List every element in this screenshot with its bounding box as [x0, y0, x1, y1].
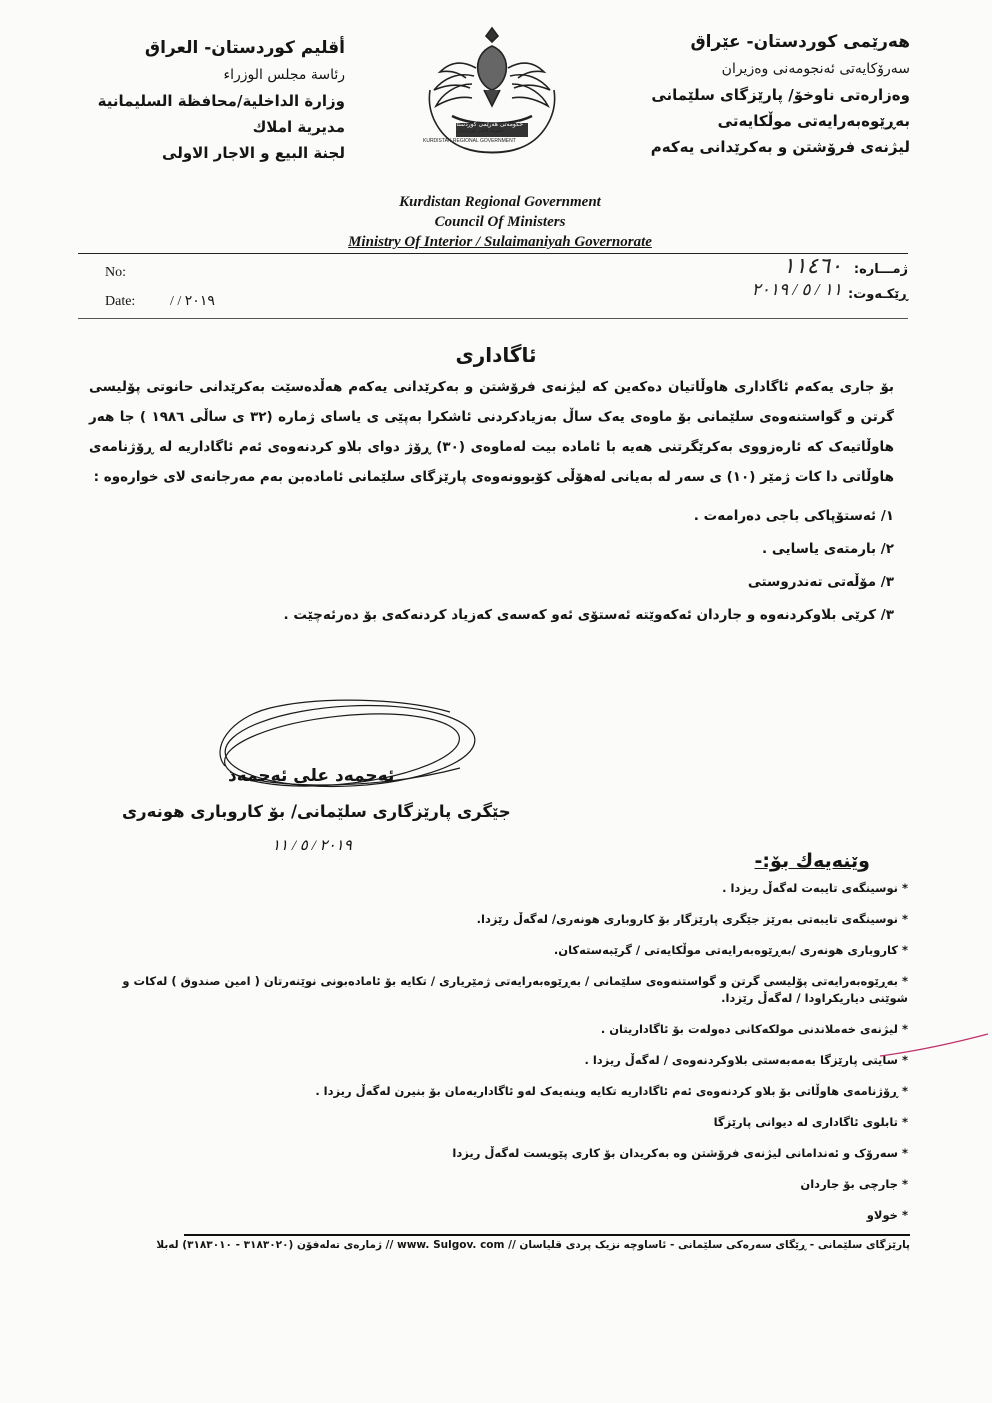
copy-recipient: * بەڕێوەبەرایەتی پۆلیسی گرتن و گواستنەوەی سلێمانی / بەڕێوەبەرایەتی ژمێریاری / تکایە بۆ ئامادەبونی نوێنەرتان ( امین صندوق ) لەکات و شوێنی دیاریکراودا / لەگەڵ رێزدا.: [122, 974, 908, 1005]
kurdish-header-line: وەزارەتی ناوخۆ/ پارێزگای سلێمانی: [651, 86, 910, 104]
footer-address: پارێزگای سلێمانی - ڕێگای سەرەکی سلێمانی - ئاساوچە نزیک پردی قلیاسان // www. Sulgov. com // ژمارەی تەلەفۆن (٣١٨٣٠٢٠ - ٣١٨٣٠١٠) لەبلا: [156, 1239, 910, 1251]
date-value: / / ٢٠١٩: [170, 294, 215, 309]
english-header-line: Council Of Ministers: [434, 214, 566, 230]
copy-recipient: * جارچی بۆ جاردان: [800, 1177, 908, 1191]
arabic-header-line: وزارة الداخلية/محافظة السليمانية: [97, 92, 345, 110]
kurdish-number-label: ژمـــاره:: [853, 262, 908, 277]
copy-recipient: * نوسینگەی تایبەت لەگەڵ ریزدا .: [722, 881, 908, 895]
date-label: Date:: [105, 294, 136, 309]
kurdish-header-line: سەرۆکایەتی ئەنجومەنی وەزیران: [721, 61, 910, 77]
copy-recipient: * نوسینگەی تایبەتی بەرێز جێگری پارێزگار بۆ کاروباری هونەری/ لەگەڵ رێزدا.: [476, 912, 908, 926]
requirement-item: ٣/ مۆڵەتی تەندروستی: [747, 574, 894, 590]
english-header-line: Ministry Of Interior / Sulaimaniyah Governorate: [348, 234, 652, 250]
kurdish-number-value: ١١٤٦٠: [782, 253, 842, 278]
kurdish-header: [580, 28, 910, 160]
copy-recipient: * ڕۆژنامەی هاوڵاتی بۆ بلاو کردنەوەی ئەم ئاگاداریە تکایە وینەیەک لەو ئاگاداریەمان بۆ بنیرن لەگەڵ ریزدا .: [315, 1084, 908, 1098]
emblem-caption: حکومەتی هەرێمی کوردستان: [452, 121, 524, 128]
requirement-item: ٣/ کرێی بلاوکردنەوە و جاردان ئەکەوێتە ئەستۆی ئەو کەسەی کەزیاد کردنەکەی بۆ دەرئەچێت .: [283, 607, 894, 623]
copy-recipient: * تابلوی ئاگاداری لە دیوانی پارێزگا: [713, 1115, 908, 1129]
arabic-header-line: أقليم كوردستان- العراق: [144, 38, 345, 58]
arabic-header-line: مديرية املاك: [252, 118, 345, 136]
signatory-name: ئەحمەد علی ئەحمەد: [228, 766, 395, 786]
no-label: No:: [105, 265, 126, 280]
kurdish-header-line: لیژنەی فرۆشتن و بەکرێدانی یەکەم: [650, 138, 910, 156]
arabic-header: [95, 34, 345, 166]
signature-date: ٢٠١٩ / ٥ / ١١: [272, 838, 352, 854]
copies-to-list: [108, 880, 908, 1238]
notice-body: [89, 372, 894, 492]
kurdish-date-label: ڕێکـەوت:: [848, 287, 908, 302]
copy-recipient: * سەرۆک و ئەندامانی لیژنەی فرۆشتن وە بەکریدان بۆ کاری پێویست لەگەڵ ریزدا: [452, 1146, 908, 1160]
copy-recipient: * سایتی پارێزگا بەمەبەستی بلاوکردنەوەی / لەگەڵ ریزدا .: [584, 1053, 908, 1067]
signatory-title: جێگری پارێزگاری سلێمانی/ بۆ کاروباری هونەری: [122, 802, 511, 821]
notice-paragraph: بۆ جاری یەکەم ئاگاداری هاوڵاتیان دەکەین کە لیژنەی فرۆشتن و بەکرێدانی یەکەم هەڵدەسێت بەکرێدانی حانوتی پۆلیسی گرتن و گواستنەوەی سلێمانی بۆ ماوەی یەک ساڵ بەزیادکردنی ئاشکرا بەپێی ی یاسای ژماره (٣٢ ی ساڵی ١٩٨٦ ) جا هەر هاوڵاتیەک کە ئارەزووی بەکرێگرتنی هەیە با ئامادە بیت لەماوەی (٣٠) ڕۆژ دوای بلاو کردنەوەی ئەم ئاگاداریە لە ڕۆژنامەی هاوڵاتی دا کات ژمێر (١٠) ی سەر لە بەیانی لەهۆڵی کۆبوونەوەی پارێزگای سلێمانی ئامادەبن بەم مەرجانەی لای خوارەوە :: [89, 379, 895, 485]
requirement-item: ٢/ بارمتەی یاسایی .: [762, 541, 894, 557]
kurdish-header-line: بەڕێوەبەرایەتی موڵکایەتی: [717, 112, 910, 130]
arabic-header-line: لجنة البيع و الاجار الاولى: [162, 144, 345, 162]
emblem-caption: حكومة إقليم كوردستان: [456, 128, 504, 134]
requirements-list: [89, 500, 894, 632]
kurdish-date-value: ١١ / ٥ / ٢٠١٩: [751, 280, 842, 299]
footer-divider: [184, 1234, 910, 1236]
english-header-line: Kurdistan Regional Government: [399, 194, 601, 210]
notice-title: ئاگاداری: [455, 343, 537, 367]
english-header: [300, 192, 700, 252]
copy-recipient: * خولاو: [866, 1208, 908, 1222]
kurdish-header-line: هەرێمی کوردستان- عێراق: [690, 32, 910, 52]
arabic-header-line: رئاسة مجلس الوزراء: [223, 67, 345, 83]
copy-recipient: * کاروباری هونەری /بەڕێوەبەرایەتی موڵکایەتی / گرێبەستەکان.: [553, 943, 908, 957]
emblem-caption: KURDISTAN REGIONAL GOVERNMENT: [423, 138, 516, 144]
copies-to-title: وێنەیەك بۆ:-: [754, 850, 870, 872]
meta-divider: [78, 318, 908, 319]
copy-recipient: * لیژنەی خەملاندنی مولکەکانی دەولەت بۆ ئاگاداریتان .: [600, 1022, 908, 1036]
requirement-item: ١/ ئەستۆپاکی باجی دەرامەت .: [693, 508, 894, 524]
pen-mark-icon: [880, 1032, 990, 1062]
